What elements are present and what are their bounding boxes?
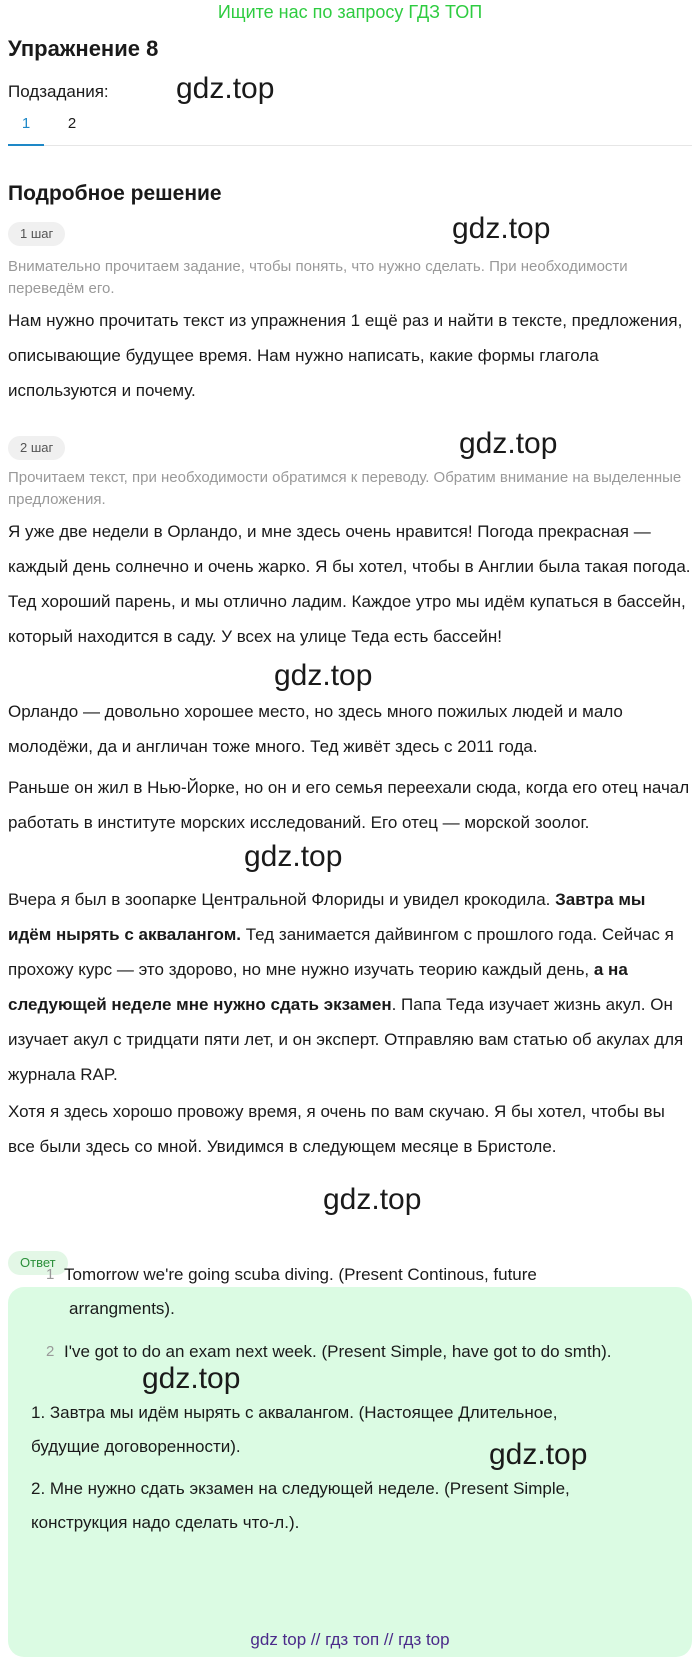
page-title: Упражнение 8: [8, 36, 159, 61]
step-hint: Прочитаем текст, при необходимости обратимся к переводу. Обратим внимание на выделенные предложения.: [8, 469, 682, 508]
answer-translation: конструкция надо сделать что-л.).: [31, 1513, 300, 1532]
step-badge: 1 шаг: [8, 222, 65, 246]
text-paragraph: Орландо — довольно хорошее место, но здесь много пожилых людей и мало молодёжи, да и англичан тоже много. Тед живёт здесь с 2011 года.: [8, 702, 623, 756]
text-fragment: Тед занимается дайвингом с прошлого года. Сейчас я прохожу курс — это здорово, но мне нужно изучать теорию каждый день,: [8, 925, 674, 979]
highlighted-sentence: Завтра мы идём нырять с аквалангом.: [8, 890, 646, 944]
answer-item: arrangments).: [69, 1299, 175, 1318]
text-paragraph: Я уже две недели в Орландо, и мне здесь очень нравится! Погода прекрасная — каждый день солнечно и очень жарко. Я бы хотел, чтобы в Англии была такая погода. Тед хороший парень, и мы отлично ладим. Каждое утро мы идём купаться в бассейн, который находится в саду. У всех на улице Теда есть бассейн!: [8, 522, 691, 646]
tab-subtask-2[interactable]: 2: [67, 115, 77, 132]
text-paragraph: Хотя я здесь хорошо провожу время, я очень по вам скучаю. Я бы хотел, чтобы вы все были здесь со мной. Увидимся в следующем месяце в Бристоле.: [8, 1102, 665, 1156]
answer-item: I've got to do an exam next week. (Present Simple, have got to do smth).: [64, 1342, 612, 1361]
text-fragment: . Папа Теда изучает жизнь акул. Он изучает акул с тридцати пяти лет, и он эксперт. Отправляю вам статью об акулах для журнала RAP.: [8, 995, 684, 1084]
watermark: gdz.top: [142, 1362, 241, 1395]
tab-subtask-1[interactable]: 1: [8, 110, 44, 146]
subtask-tabs: [8, 110, 692, 146]
step-badge: 2 шаг: [8, 436, 65, 460]
text-paragraph: Раньше он жил в Нью-Йорке, но он и его семья переехали сюда, когда его отец начал работать в институте морских исследований. Его отец — морской зоолог.: [8, 778, 690, 832]
subtasks-label: Подзадания:: [8, 82, 109, 101]
answer-translation: будущие договоренности).: [31, 1437, 241, 1456]
answer-badge: Ответ: [8, 1251, 68, 1275]
answer-item: Tomorrow we're going scuba diving. (Present Continous, future: [64, 1265, 537, 1284]
watermark: gdz.top: [323, 1183, 422, 1216]
watermark: gdz.top: [489, 1438, 588, 1471]
watermark: gdz.top: [176, 72, 275, 105]
watermark: gdz.top: [244, 840, 343, 873]
text-paragraph: [8, 882, 692, 1092]
step-text: Нам нужно прочитать текст из упражнения 1 ещё раз и найти в тексте, предложения, описывающие будущее время. Нам нужно написать, какие формы глагола используются и почему.: [8, 311, 683, 400]
text-fragment: Вчера я был в зоопарке Центральной Флориды и увидел крокодила.: [8, 890, 556, 909]
watermark: gdz.top: [459, 427, 558, 460]
answer-translation: 1. Завтра мы идём нырять с аквалангом. (Настоящее Длительное,: [31, 1403, 558, 1422]
highlighted-sentence: а на следующей неделе мне нужно сдать экзамен: [8, 960, 628, 1014]
list-number: 2: [46, 1343, 55, 1360]
watermark: gdz.top: [274, 659, 373, 692]
watermark: gdz.top: [452, 212, 551, 245]
step-hint: Внимательно прочитаем задание, чтобы понять, что нужно сделать. При необходимости переведём его.: [8, 258, 628, 297]
section-title: Подробное решение: [8, 182, 222, 205]
footer-links[interactable]: gdz top // гдз топ // гдз top: [250, 1630, 450, 1649]
list-number: 1: [46, 1266, 55, 1283]
search-banner: Ищите нас по запросу ГДЗ ТОП: [217, 2, 483, 22]
answer-translation: 2. Мне нужно сдать экзамен на следующей неделе. (Present Simple,: [31, 1479, 570, 1498]
